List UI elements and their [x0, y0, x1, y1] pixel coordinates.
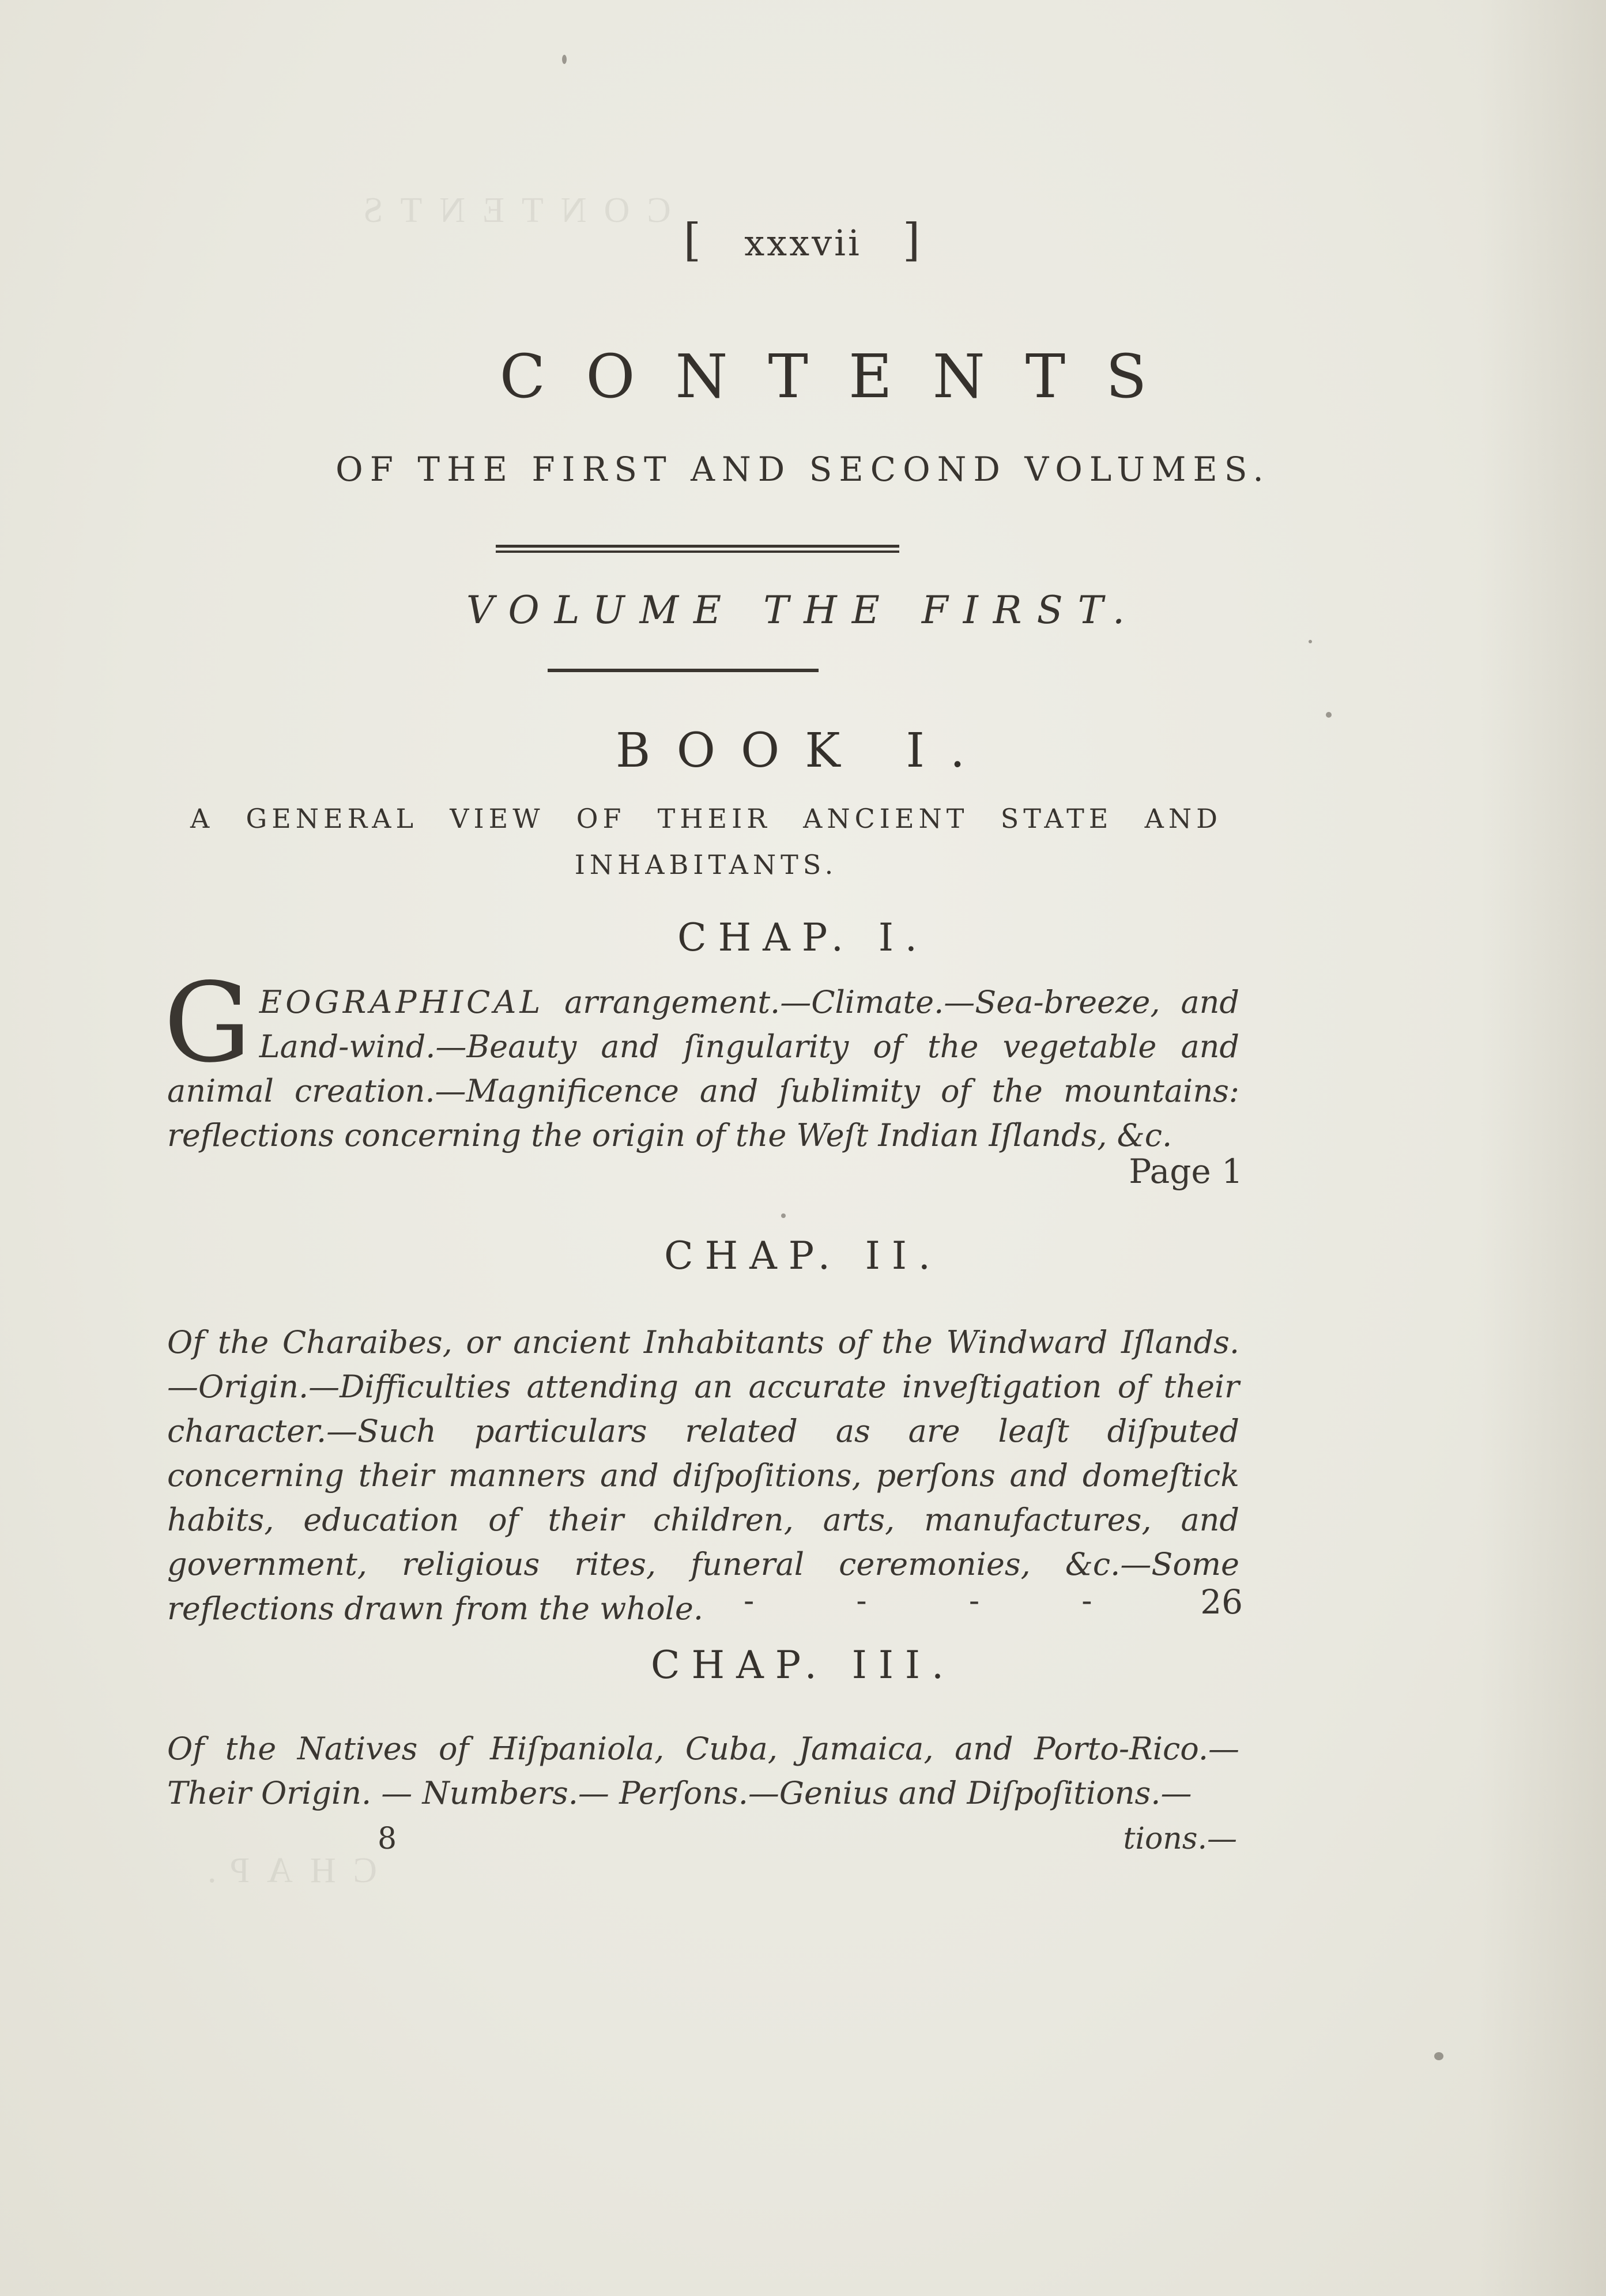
drop-cap: G — [164, 959, 251, 1087]
dot-leaders: - - - - — [744, 1582, 1138, 1619]
summary-text: Of the Charaibes, or ancient Inhabitants of the Windward Iſlands. —Origin.—Difficulties attending an accurate inveſtigation of their character.—Such particulars related as are leaſt diſputed concerning their manners and diſpoſitions, perſons and domeſtick habits, education of their children, arts, manufactures, and government, religious rites, funeral ceremonies, &c.—Some reflections drawn from the whole. — [167, 1324, 1239, 1627]
page-number-close-bracket: ] — [902, 214, 923, 266]
show-through-bottom: CHAP. — [190, 1851, 378, 1890]
volume-heading: VOLUME THE FIRST. — [466, 588, 1140, 632]
double-rule — [496, 545, 899, 553]
signature-mark: 8 — [378, 1822, 397, 1856]
page-number-open-bracket: [ — [683, 214, 704, 266]
book-heading: BOOK I. — [615, 723, 990, 778]
lead-word: EOGRAPHICAL — [259, 984, 544, 1020]
chapter-summary — [164, 959, 1239, 1158]
page-number-text: xxxvii — [744, 222, 862, 264]
chapter-heading: CHAP. III. — [651, 1643, 955, 1687]
summary-text: arrangement.—Climate.—Sea-breeze, and Land-wind.—Beauty and ſingularity of the vegetable and animal creation.—Magnificence and ſublimity of the mountains: reflections concerning the origin of the Weſt Indian Iſlands, &c. — [167, 984, 1239, 1153]
page-reference: 26 — [1200, 1582, 1243, 1622]
paper-speck — [1434, 2052, 1443, 2060]
contents-title: CONTENTS — [499, 341, 1187, 412]
catchword: tions.— — [1123, 1822, 1237, 1856]
volumes-subtitle: OF THE FIRST AND SECOND VOLUMES. — [335, 450, 1271, 489]
book-subtitle: A GENERAL VIEW OF THEIR ANCIENT STATE AND INHABITANTS. — [190, 803, 1222, 880]
summary-text: Of the Natives of Hiſpaniola, Cuba, Jamaica, and Porto-Rico.— Their Origin. — Numbers.— Perſons.—Genius and Diſpoſitions.— — [167, 1731, 1239, 1811]
paper-speck — [1309, 640, 1312, 643]
paper-speck — [562, 55, 567, 64]
page-number — [0, 214, 1606, 266]
paper-speck — [781, 1213, 786, 1218]
paper-speck — [1326, 712, 1332, 718]
page-reference: Page 1 — [1129, 1152, 1243, 1191]
single-rule — [548, 669, 819, 672]
chapter-heading: CHAP. II. — [664, 1234, 942, 1278]
chapter-summary — [167, 1726, 1239, 1815]
show-through-top: CONTENTS — [346, 191, 671, 230]
chapter-heading: CHAP. I. — [677, 915, 929, 960]
